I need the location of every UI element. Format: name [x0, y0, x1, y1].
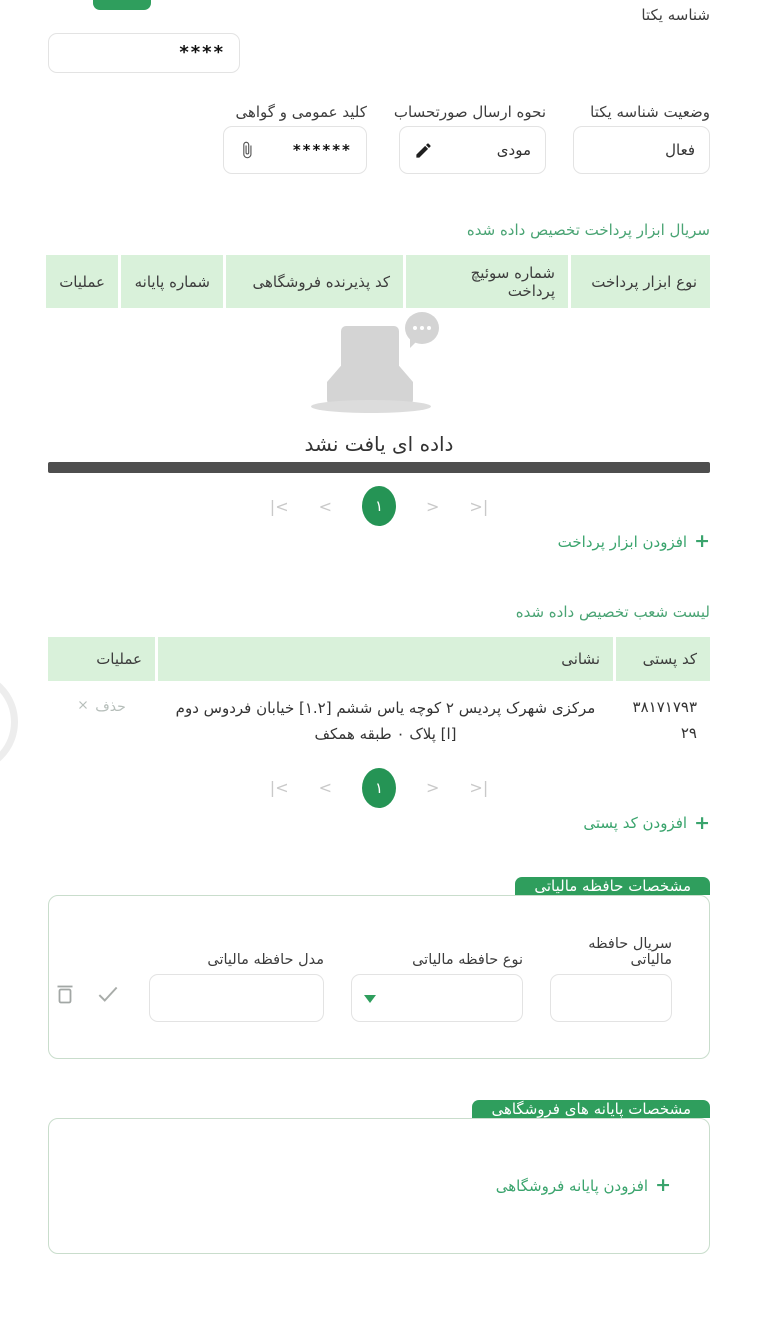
- public-key-value: ******: [292, 140, 352, 159]
- public-key-label: کلید عمومی و گواهی: [235, 103, 367, 121]
- tab-pos-terminals[interactable]: مشخصات پایانه های فروشگاهی: [472, 1100, 710, 1118]
- invoice-method-value: مودی: [496, 141, 531, 159]
- payment-tools-title: سریال ابزار پرداخت تخصیص داده شده: [466, 221, 710, 239]
- public-key-field[interactable]: [223, 126, 367, 174]
- unique-id-field[interactable]: [48, 33, 240, 73]
- current-page-button[interactable]: ۱: [362, 486, 396, 526]
- tax-model-group: [149, 952, 324, 1022]
- address-cell: مرکزی شهرک پردیس ۲ کوچه یاس ششم [۱.۲] خیابان فردوس دوم [ا] پلاک ۰ طبقه همکف: [175, 699, 596, 744]
- tax-memory-tab-row: [48, 877, 710, 895]
- tax-memory-form-row: [73, 936, 672, 1022]
- main-content: [0, 6, 768, 1274]
- column-header: کد پذیرنده فروشگاهی: [226, 255, 403, 308]
- last-page-button[interactable]: >|: [469, 496, 489, 516]
- confirm-button[interactable]: [95, 981, 121, 1010]
- unique-id-label: شناسه یکتا: [641, 6, 710, 24]
- table-row: [48, 681, 710, 762]
- pencil-icon[interactable]: [414, 141, 433, 160]
- tab-tax-memory[interactable]: مشخصات حافظه مالیاتی: [515, 877, 710, 895]
- pos-terminals-tab-row: [48, 1100, 710, 1118]
- branches-table-header: [48, 637, 710, 681]
- status-value: فعال: [665, 141, 695, 159]
- tax-type-label: نوع حافظه مالیاتی: [412, 951, 523, 968]
- invoice-method-label: نحوه ارسال صورتحساب: [393, 103, 546, 121]
- delete-row-button[interactable]: [53, 982, 77, 1009]
- tax-serial-input[interactable]: [550, 974, 672, 1022]
- invoice-method-field[interactable]: [399, 126, 546, 174]
- payment-tools-pagination: [48, 486, 710, 526]
- first-page-button[interactable]: |<: [269, 778, 289, 797]
- chevron-down-icon: [364, 995, 376, 1003]
- tax-memory-panel: [48, 895, 710, 1059]
- delete-branch-button[interactable]: حذف: [77, 699, 126, 715]
- pos-terminals-panel: [48, 1118, 710, 1254]
- tax-model-input[interactable]: [149, 974, 324, 1022]
- top-action-button-cutoff[interactable]: [93, 0, 151, 10]
- branches-title: لیست شعب تخصیص داده شده: [515, 603, 710, 621]
- column-header: کد پستی: [616, 637, 710, 681]
- branches-pagination: [48, 768, 710, 808]
- empty-state: [48, 314, 710, 456]
- empty-state-text: داده ای یافت نشد: [304, 432, 454, 456]
- column-header: نوع ابزار پرداخت: [571, 255, 710, 308]
- tax-type-select[interactable]: [351, 974, 523, 1022]
- operations-cell: [48, 681, 155, 762]
- prev-page-button[interactable]: <: [318, 496, 332, 516]
- invoice-method-field-group: [394, 103, 546, 174]
- current-page-button[interactable]: ۱: [362, 768, 396, 808]
- plus-icon: +: [694, 530, 710, 552]
- column-header: شماره سوئیچ پرداخت: [406, 255, 568, 308]
- empty-state-illustration: [309, 314, 449, 414]
- next-page-button[interactable]: >: [426, 496, 440, 516]
- column-header: عملیات: [48, 637, 155, 681]
- prev-page-button[interactable]: <: [318, 778, 332, 797]
- last-page-button[interactable]: >|: [469, 778, 489, 797]
- add-pos-terminal-button[interactable]: + افزودن پایانه فروشگاهی: [495, 1174, 671, 1196]
- status-label: وضعیت شناسه یکتا: [590, 103, 710, 121]
- payment-tools-table-header: [48, 255, 710, 308]
- plus-icon: +: [694, 811, 710, 834]
- tax-row-actions: [53, 981, 121, 1010]
- paperclip-icon[interactable]: [238, 141, 256, 159]
- x-icon: [77, 699, 89, 715]
- add-payment-tool-button[interactable]: + افزودن ابزار پرداخت: [557, 530, 710, 552]
- add-postal-code-button[interactable]: + افزودن کد پستی: [583, 811, 710, 834]
- unique-id-value: ****: [179, 42, 225, 63]
- trash-icon: [53, 982, 77, 1009]
- horizontal-scrollbar[interactable]: [48, 462, 710, 473]
- tax-serial-group: [550, 936, 672, 1022]
- public-key-field-group: [223, 103, 367, 174]
- pos-machine-icon: [341, 326, 399, 368]
- status-field[interactable]: [573, 126, 710, 174]
- check-icon: [95, 981, 121, 1010]
- tax-type-group: [351, 952, 523, 1022]
- speech-bubble-icon: [405, 312, 439, 344]
- next-page-button[interactable]: >: [426, 778, 440, 797]
- plus-icon: +: [655, 1174, 671, 1196]
- column-header: نشانی: [158, 637, 613, 681]
- column-header: عملیات: [46, 255, 118, 308]
- column-header: شماره پایانه: [121, 255, 223, 308]
- first-page-button[interactable]: |<: [269, 496, 289, 516]
- tax-serial-label: سریال حافظه مالیاتی: [588, 935, 672, 968]
- tax-model-label: مدل حافظه مالیاتی: [207, 951, 324, 968]
- status-field-group: [573, 103, 710, 174]
- postal-code-cell: ۳۸۱۷۱۷۹۳۲۹: [632, 698, 697, 742]
- identity-fields-row: [48, 103, 710, 174]
